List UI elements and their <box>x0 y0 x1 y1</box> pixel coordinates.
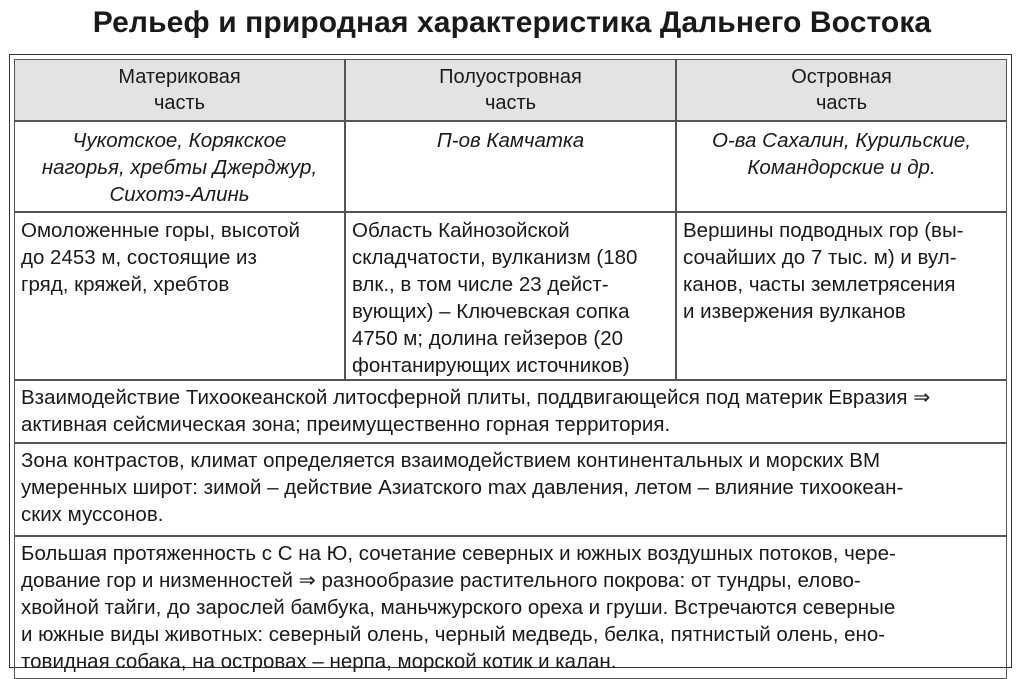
description-line: 4750 м; долина гейзеров (20 <box>352 327 623 350</box>
regions-mainland <box>14 121 345 212</box>
region-line: О-ва Сахалин, Курильские, <box>711 129 972 152</box>
region-line: Сихотэ-Алинь <box>109 183 250 206</box>
header-peninsula-line: часть <box>484 92 537 114</box>
climate-line: умеренных широт: зимой – действие Азиатского max давления, летом – влияние тихоокеан- <box>21 476 904 499</box>
description-line: фонтанирующих источников) <box>352 354 630 377</box>
description-line: до 2453 м, состоящие из <box>21 246 257 269</box>
page-title: Рельеф и природная характеристика Дальнего Востока <box>92 6 932 39</box>
tectonics-line: Взаимодействие Тихоокеанской литосферной плиты, поддвигающейся под материк Евразия ⇒ <box>21 386 931 409</box>
description-peninsula <box>345 212 676 380</box>
regions-island <box>676 121 1007 212</box>
description-line: Омоложенные горы, высотой <box>21 219 300 242</box>
description-line: канов, часты землетрясения <box>683 273 956 296</box>
biodiversity-row <box>14 536 1007 679</box>
region-line: нагорья, хребты Джерджур, <box>41 156 318 179</box>
biodiversity-line: Большая протяженность с С на Ю, сочетание северных и южных воздушных потоков, чере- <box>21 542 896 565</box>
description-line: Область Кайнозойской <box>352 219 570 242</box>
regions-peninsula <box>345 121 676 212</box>
description-line: вующих) – Ключевская сопка <box>352 300 630 323</box>
description-row <box>14 212 1007 380</box>
climate-line: Зона контрастов, климат определяется взаимодействием континентальных и морских ВМ <box>21 449 881 472</box>
tectonics-cell <box>14 380 1007 443</box>
header-mainland-line: Материковая <box>118 66 241 88</box>
climate-row <box>14 443 1007 536</box>
description-line: складчатости, вулканизм (180 <box>352 246 638 269</box>
description-line: влк., в том числе 23 дейст- <box>352 273 609 296</box>
header-island-line: часть <box>815 92 868 114</box>
region-line: Чукотское, Корякское <box>72 129 287 152</box>
biodiversity-line: дование гор и низменностей ⇒ разнообразие растительного покрова: от тундры, елово- <box>21 569 861 592</box>
biodiversity-line: и южные виды животных: северный олень, черный медведь, белка, пятнистый олень, ено- <box>21 623 886 646</box>
header-peninsula <box>345 59 676 121</box>
header-row <box>14 59 1007 121</box>
description-island <box>676 212 1007 380</box>
biodiversity-cell <box>14 536 1007 679</box>
tectonics-line: активная сейсмическая зона; преимущественно горная территория. <box>21 413 671 436</box>
description-line: сочайших до 7 тыс. м) и вул- <box>683 246 957 269</box>
header-peninsula-line: Полуостровная <box>439 66 582 88</box>
biodiversity-line: товидная собака, на островах – нерпа, морской котик и калан. <box>21 650 617 673</box>
description-mainland <box>14 212 345 380</box>
biodiversity-line: хвойной тайги, до зарослей бамбука, маньчжурского ореха и груши. Встречаются северные <box>21 596 896 619</box>
description-line: и извержения вулканов <box>683 300 906 323</box>
region-line: П-ов Камчатка <box>436 129 585 152</box>
description-line: гряд, кряжей, хребтов <box>21 273 230 296</box>
relief-characteristics-table <box>14 59 1007 679</box>
climate-line: ских муссонов. <box>21 503 164 526</box>
description-line: Вершины подводных гор (вы- <box>683 219 964 242</box>
header-mainland <box>14 59 345 121</box>
regions-row <box>14 121 1007 212</box>
header-island <box>676 59 1007 121</box>
header-mainland-line: часть <box>153 92 206 114</box>
tectonics-row <box>14 380 1007 443</box>
header-island-line: Островная <box>791 66 892 88</box>
climate-cell <box>14 443 1007 536</box>
region-line: Командорские и др. <box>747 156 936 179</box>
